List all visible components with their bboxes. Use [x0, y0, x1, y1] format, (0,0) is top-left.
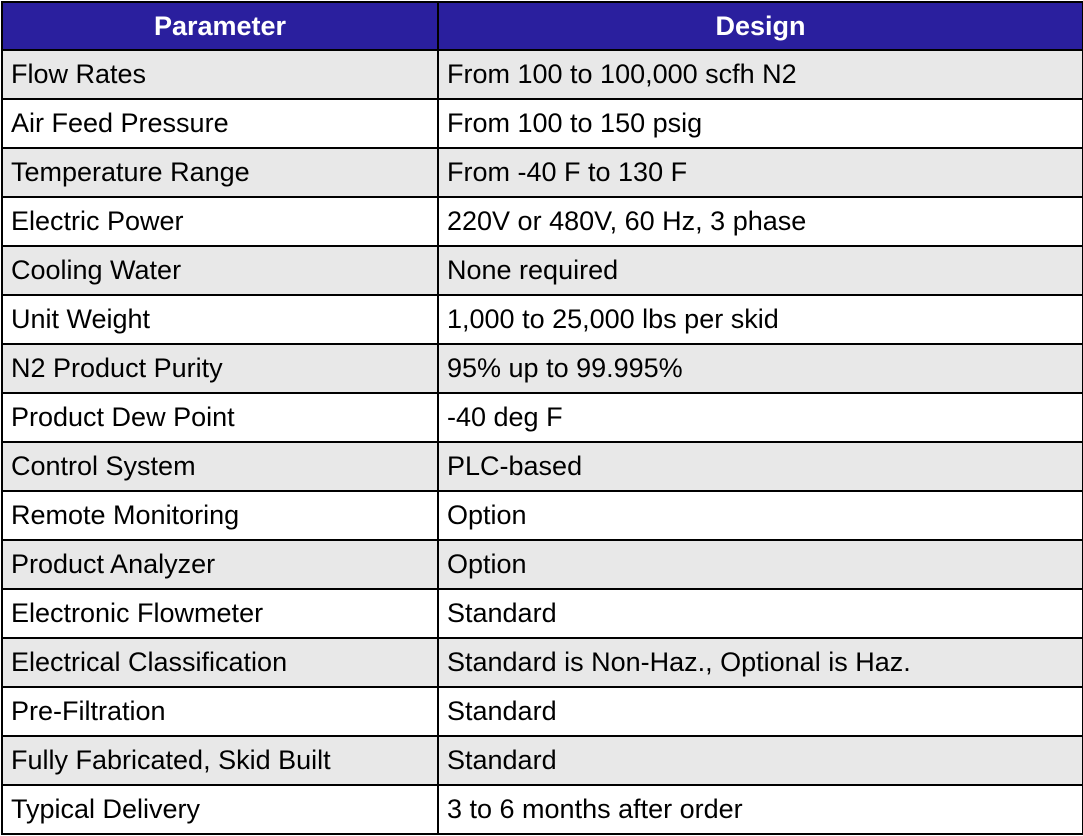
- table-row: [2, 638, 1083, 687]
- parameter-cell: Air Feed Pressure: [2, 99, 438, 148]
- table-row: [2, 246, 1083, 295]
- table-row: [2, 491, 1083, 540]
- parameter-cell: Flow Rates: [2, 50, 438, 99]
- table-row: [2, 50, 1083, 99]
- parameter-cell: Electric Power: [2, 197, 438, 246]
- design-cell: 3 to 6 months after order: [438, 785, 1083, 834]
- table-row: [2, 589, 1083, 638]
- table-row: [2, 393, 1083, 442]
- design-cell: From -40 F to 130 F: [438, 148, 1083, 197]
- parameter-cell: N2 Product Purity: [2, 344, 438, 393]
- table-row: [2, 295, 1083, 344]
- parameter-cell: Unit Weight: [2, 295, 438, 344]
- table-row: [2, 785, 1083, 834]
- design-cell: Option: [438, 491, 1083, 540]
- design-cell: None required: [438, 246, 1083, 295]
- design-cell: Standard: [438, 687, 1083, 736]
- parameter-cell: Control System: [2, 442, 438, 491]
- design-cell: Standard is Non-Haz., Optional is Haz.: [438, 638, 1083, 687]
- table-row: [2, 148, 1083, 197]
- design-cell: From 100 to 100,000 scfh N2: [438, 50, 1083, 99]
- design-cell: Standard: [438, 589, 1083, 638]
- design-cell: Standard: [438, 736, 1083, 785]
- table-row: [2, 687, 1083, 736]
- table-header-row: [2, 2, 1083, 50]
- parameter-cell: Electronic Flowmeter: [2, 589, 438, 638]
- spec-table: [1, 1, 1083, 835]
- table-row: [2, 736, 1083, 785]
- parameter-cell: Cooling Water: [2, 246, 438, 295]
- design-cell: 220V or 480V, 60 Hz, 3 phase: [438, 197, 1083, 246]
- parameter-cell: Product Dew Point: [2, 393, 438, 442]
- table-row: [2, 540, 1083, 589]
- parameter-cell: Product Analyzer: [2, 540, 438, 589]
- header-parameter: Parameter: [2, 2, 438, 50]
- design-cell: From 100 to 150 psig: [438, 99, 1083, 148]
- parameter-cell: Fully Fabricated, Skid Built: [2, 736, 438, 785]
- design-cell: PLC-based: [438, 442, 1083, 491]
- table-row: [2, 197, 1083, 246]
- parameter-cell: Remote Monitoring: [2, 491, 438, 540]
- parameter-cell: Typical Delivery: [2, 785, 438, 834]
- parameter-cell: Electrical Classification: [2, 638, 438, 687]
- parameter-cell: Temperature Range: [2, 148, 438, 197]
- design-cell: 1,000 to 25,000 lbs per skid: [438, 295, 1083, 344]
- table-row: [2, 344, 1083, 393]
- parameter-cell: Pre-Filtration: [2, 687, 438, 736]
- header-design: Design: [438, 2, 1083, 50]
- table-row: [2, 442, 1083, 491]
- design-cell: 95% up to 99.995%: [438, 344, 1083, 393]
- table-row: [2, 99, 1083, 148]
- design-cell: -40 deg F: [438, 393, 1083, 442]
- design-cell: Option: [438, 540, 1083, 589]
